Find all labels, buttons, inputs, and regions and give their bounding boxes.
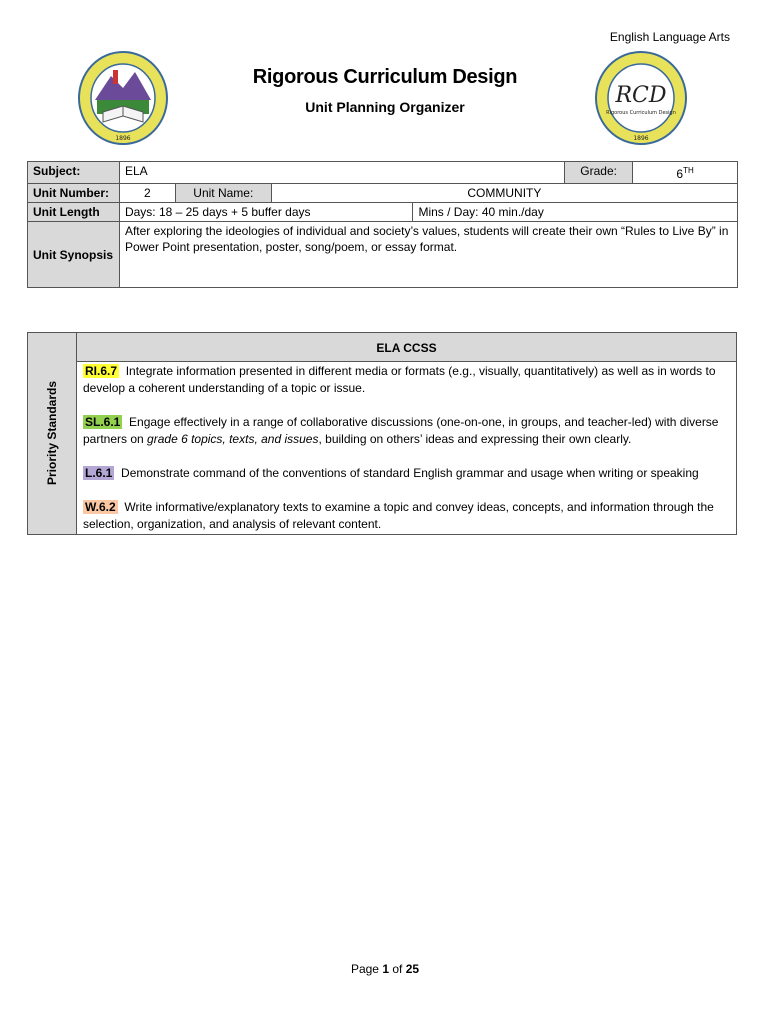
rcd-seal-logo (594, 50, 688, 146)
unit-length-label: Unit Length (28, 203, 120, 222)
svg-text:1896: 1896 (633, 135, 649, 142)
standard-text: Demonstrate command of the conventions of standard English grammar and usage when writing or speaking (121, 466, 699, 480)
unit-number-value: 2 (119, 184, 175, 203)
standards-list (83, 363, 730, 550)
unit-number-label: Unit Number: (28, 184, 120, 203)
svg-text:1896: 1896 (115, 135, 131, 142)
synopsis-label: Unit Synopsis (28, 222, 120, 288)
standard-item (83, 499, 730, 533)
svg-text:RCD: RCD (615, 83, 667, 108)
priority-standards-label: Priority Standards (45, 380, 59, 486)
days-value: Days: 18 – 25 days + 5 buffer days (119, 203, 413, 222)
ccss-heading: ELA CCSS (77, 333, 736, 362)
standard-text-italic: grade 6 topics, texts, and issues (147, 432, 319, 446)
standard-item (83, 465, 730, 482)
grade-value: 6TH (633, 162, 738, 184)
priority-standards-side (28, 333, 77, 534)
grade-label: Grade: (565, 162, 633, 184)
standard-code: SL.6.1 (85, 415, 121, 429)
subject-area-header: English Language Arts (609, 30, 730, 44)
subject-value: ELA (119, 162, 564, 184)
district-seal-logo (77, 50, 169, 146)
mins-value: Mins / Day: 40 min./day (413, 203, 738, 222)
standard-text: Write informative/explanatory texts to examine a topic and convey ideas, concepts, and information through the selection, organization, and analysis of relevant content. (83, 500, 714, 531)
page-footer: Page 1 of 25 (350, 962, 420, 976)
svg-text:Rigorous Curriculum Design: Rigorous Curriculum Design (606, 110, 676, 116)
page-subtitle: Unit Planning Organizer (305, 99, 465, 115)
unit-info-table (27, 161, 738, 288)
page-title: Rigorous Curriculum Design (252, 66, 518, 88)
subject-label: Subject: (28, 162, 120, 184)
standard-item (83, 363, 730, 397)
standard-code: RI.6.7 (85, 364, 118, 378)
unit-name-value: COMMUNITY (271, 184, 737, 203)
standard-code: L.6.1 (85, 466, 113, 480)
standard-text-after: , building on others’ ideas and expressing their own clearly. (318, 432, 632, 446)
standard-item (83, 414, 730, 448)
standard-code: W.6.2 (85, 500, 116, 514)
priority-standards-box (27, 332, 737, 535)
unit-name-label: Unit Name: (175, 184, 271, 203)
synopsis-value: After exploring the ideologies of individual and society’s values, students will create their own “Rules to Live By” in Power Point presentation, poster, song/poem, or essay format. (119, 222, 737, 288)
standard-text: Engage effectively in a range of collaborative discussions (one-on-one, in groups, and teacher-led) with diverse partners on (83, 415, 719, 446)
standard-text: Integrate information presented in different media or formats (e.g., visually, quantitatively) as well as in words to develop a coherent understanding of a topic or issue. (83, 364, 716, 395)
